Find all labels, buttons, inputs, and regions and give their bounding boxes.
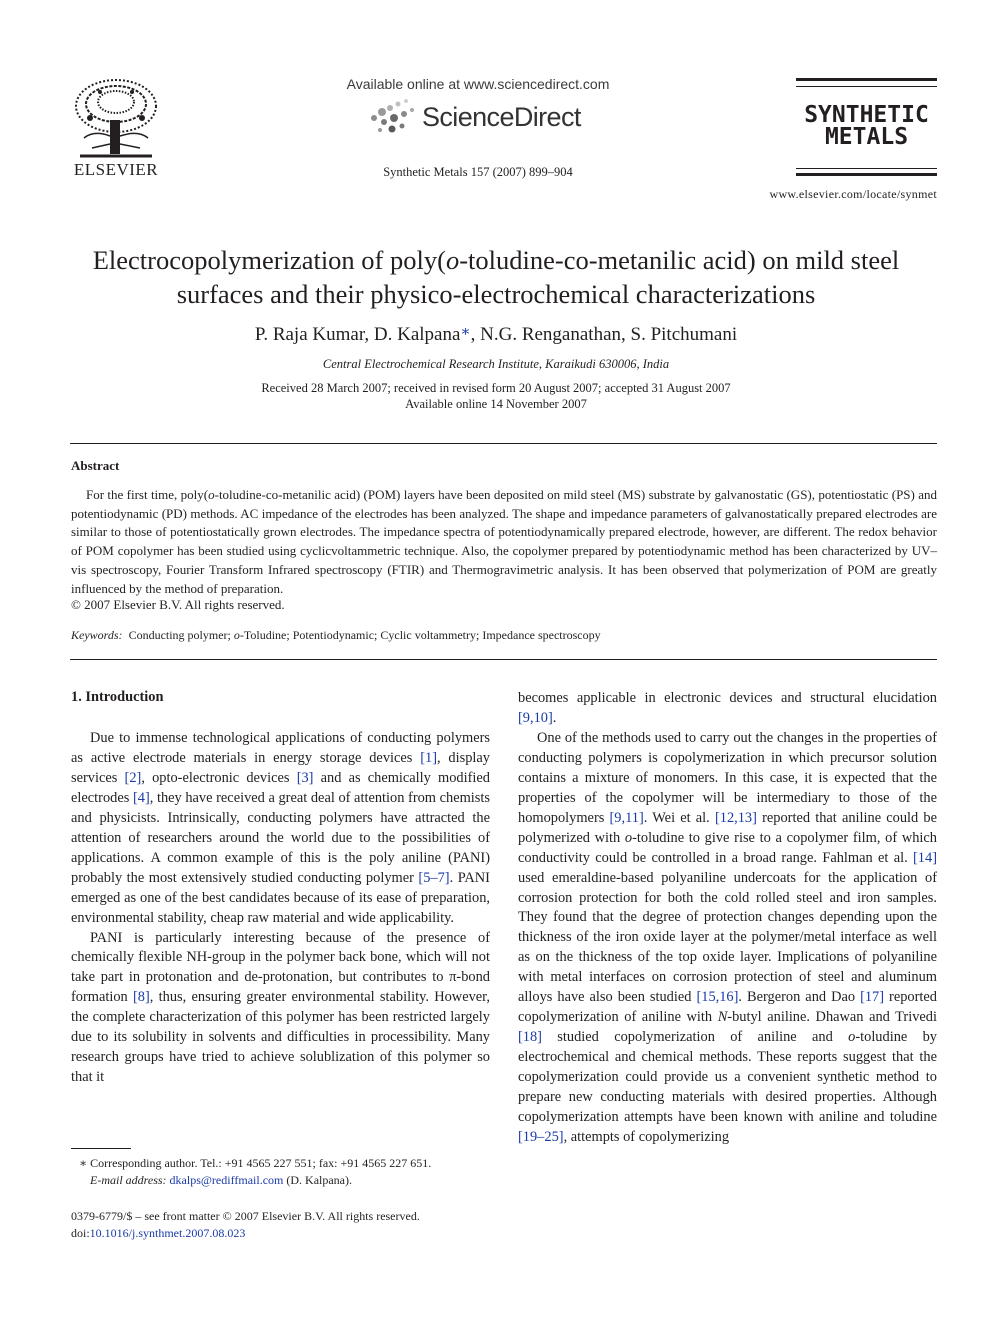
doi-link[interactable]: 10.1016/j.synthmet.2007.08.023 (89, 1226, 246, 1240)
keywords-text: Conducting polymer; (128, 628, 234, 642)
text: becomes applicable in electronic devices and structural elucidation (518, 690, 937, 706)
citation-link[interactable]: [19–25] (518, 1128, 564, 1145)
doi-label: doi: (71, 1226, 90, 1240)
affiliation: Central Electrochemical Research Institute, Karaikudi 630006, India (322, 357, 670, 371)
journal-logo-rule (796, 168, 937, 169)
issn-block (71, 1208, 490, 1242)
abstract-span: -toludine-co-metanilic acid) (POM) layers have been deposited on mild steel (MS) substrate by galvanostatic (GS), potentiostatic (PS) and potentiodynamic (PD) methods. AC impedance of the electrodes has been analyzed. The shape and impedance parameters of galvanostatically prepared electrodes are similar to those of potentiostatically grown electrodes. The impedance spectra of potentiodynamically prepared electrode, however, are different. The redox behavior of POM copolymer has been studied using cyclicvoltammetric technique. Also, the copolymer prepared by potentiodynamic method has been characterized by UV–vis spectroscopy, Fourier Transform Infrared spectroscopy (FTIR) and Thermogravimetric analysis. It has been observed that polymerization of POM are greatly influenced by the method of preparation. (71, 487, 937, 596)
text: reported that aniline could be polymerized with (518, 809, 937, 846)
footnote-line (71, 1155, 490, 1172)
title-text: -toludine-co-metanilic acid) on mild steel surfaces and their physico-electrochemical characterizations (176, 245, 900, 309)
text: studied copolymerization of aniline and (541, 1029, 849, 1046)
italic-text: o (848, 1029, 856, 1046)
text: PANI is particularly interesting because of the presence of chemically flexible NH-group in the polymer back bone, which will not take part in protonation and de-protonation, but contributes to π-bond formation (71, 929, 490, 1006)
keywords (71, 628, 937, 643)
text: , they have received a great deal of attention from chemists and physicists. Intrinsically, conducting polymers have attracted the attention of researchers around the world due to the possibilities of applications. A common example of this is the poly aniline (PANI) probably the most extensively studied conducting polymer (71, 789, 490, 886)
doi-line (71, 1225, 490, 1242)
front-matter-line: 0379-6779/$ – see front matter © 2007 Elsevier B.V. All rights reserved. (71, 1209, 420, 1223)
abstract-text (71, 486, 937, 598)
citation-link[interactable]: [4] (132, 789, 150, 806)
abstract-heading: Abstract (71, 458, 120, 473)
right-column (518, 689, 937, 1148)
text: . PANI emerged as one of the best candidates because of its ease of preparation, environmental stability, cheap raw material and wide applicability. (71, 869, 490, 926)
text: . Wei et al. (643, 809, 715, 826)
paragraph (71, 729, 490, 929)
elsevier-tree-icon (70, 78, 162, 158)
text: and as chemically modified electrodes (71, 769, 490, 806)
email-label: E-mail address: (90, 1173, 167, 1187)
available-date: Available online 14 November 2007 (405, 397, 587, 411)
authors-text: , N.G. Renganathan, S. Pitchumani (470, 324, 738, 345)
text: , display services (71, 749, 490, 786)
abstract-italic: o (208, 487, 215, 502)
citation-link[interactable]: [17] (860, 989, 885, 1006)
citation-link[interactable]: [1] (420, 749, 437, 766)
citation-link[interactable]: [9,11] (609, 809, 644, 826)
text: Due to immense technological applications of conducting polymers as active electrode materials in energy storage devices (71, 730, 490, 766)
text: One of the methods used to carry out the changes in the properties of conducting polymers is copolymerization in which precursor solution contains a mixture of monomers. In this case, it is expected that the properties of the copolymer will be intermediary to those of the homopolymers (518, 729, 937, 826)
publisher-logo-text: ELSEVIER (73, 160, 159, 179)
corresponding-author-footnote (71, 1155, 490, 1189)
corresponding-author-link[interactable]: ∗ (460, 324, 471, 340)
text: reported copolymerization of aniline with (518, 989, 937, 1026)
divider (70, 659, 937, 660)
journal-logo (796, 104, 937, 148)
authors-text: P. Raja Kumar, D. Kalpana (254, 324, 461, 345)
journal-url[interactable]: www.elsevier.com/locate/synmet (769, 187, 937, 201)
sciencedirect-logo-text: ScienceDirect (422, 102, 581, 132)
abstract-copyright: © 2007 Elsevier B.V. All rights reserved. (71, 597, 285, 612)
citation-link[interactable]: [14] (913, 849, 937, 866)
journal-reference: Synthetic Metals 157 (2007) 899–904 (383, 165, 573, 179)
citation-link[interactable]: [8] (133, 989, 150, 1006)
footnote-rule (71, 1148, 131, 1149)
journal-logo-rule (796, 86, 937, 87)
paragraph (71, 929, 490, 1089)
citation-link[interactable]: [2] (124, 769, 142, 786)
footnote-text: (D. Kalpana). (283, 1173, 352, 1187)
sciencedirect-logo (364, 96, 594, 138)
abstract-span: For the first time, poly( (86, 487, 209, 502)
author-list (60, 322, 932, 346)
sciencedirect-dots-icon (364, 96, 420, 136)
footnote-text: Corresponding author. Tel.: +91 4565 227 551; fax: +91 4565 227 651. (87, 1156, 432, 1170)
text: -butyl aniline. Dhawan and Trivedi (727, 1009, 937, 1026)
text: , opto-electronic devices (141, 769, 297, 786)
text: . (552, 709, 557, 726)
text: , attempts of copolymerizing (563, 1128, 730, 1145)
divider (70, 443, 937, 444)
keywords-italic: o (233, 628, 240, 642)
paper-title (60, 243, 932, 311)
italic-text: o (624, 829, 633, 846)
journal-logo-rule (796, 173, 937, 176)
citation-link[interactable]: [12,13] (714, 809, 757, 826)
text: used emeraldine-based polyaniline undercoats for the application of corrosion protection for both the cold rolled steel and iron samples. They found that the degree of protection changes depending upon the thickness of the iron oxide layer at the polymer/metal interface as well as on the thickness of the top oxide layer. Implications of polyaniline with metal interfaces on corrosion protection of steel and aluminum alloys have also been studied (518, 869, 937, 1006)
journal-logo-line1: SYNTHETIC (804, 102, 929, 128)
citation-link[interactable]: [15,16] (696, 989, 739, 1006)
available-online-text: Available online at www.sciencedirect.com (346, 76, 610, 92)
citation-link[interactable]: [5–7] (418, 869, 450, 886)
paragraph (518, 689, 937, 729)
section-heading: 1. Introduction (71, 689, 164, 705)
footnote-mark: ∗ (79, 1156, 88, 1170)
title-italic: o (445, 245, 460, 275)
footnote-line (71, 1172, 490, 1189)
citation-link[interactable]: [18] (518, 1029, 542, 1046)
email-link[interactable]: dkalps@rediffmail.com (169, 1173, 284, 1187)
italic-text: N (717, 1009, 728, 1026)
title-text: Electrocopolymerization of poly( (92, 245, 446, 275)
journal-logo-line2: METALS (824, 124, 909, 150)
text: . Bergeron and Dao (738, 989, 861, 1006)
text: , thus, ensuring greater environmental stability. However, the complete characterization of this polymer has been restricted largely due to its solubility in solvents and difficulties in processibility. Many research groups have tried to achieve solublization of this polymer so that it (71, 989, 490, 1086)
paragraph (518, 729, 937, 1148)
keywords-text: -Toludine; Potentiodynamic; Cyclic voltammetry; Impedance spectroscopy (239, 628, 601, 642)
journal-logo-rule (796, 78, 937, 81)
citation-link[interactable]: [9,10] (518, 709, 553, 726)
keywords-label: Keywords: (71, 628, 123, 642)
left-column (71, 729, 490, 1088)
text: -toludine by electrochemical and chemical methods. These reports suggest that the copolymerization could provide us a convenient synthetic method to prepare new conducting materials with desired properties. Although copolymerization attempts have been known with aniline and toludine (518, 1029, 937, 1126)
received-dates: Received 28 March 2007; received in revised form 20 August 2007; accepted 31 August 2007 (261, 381, 731, 395)
text: -toludine to give rise to a copolymer film, of which conductivity could be controlled in a broad range. Fahlman et al. (518, 829, 937, 866)
article-dates (60, 380, 932, 412)
citation-link[interactable]: [3] (296, 769, 314, 786)
